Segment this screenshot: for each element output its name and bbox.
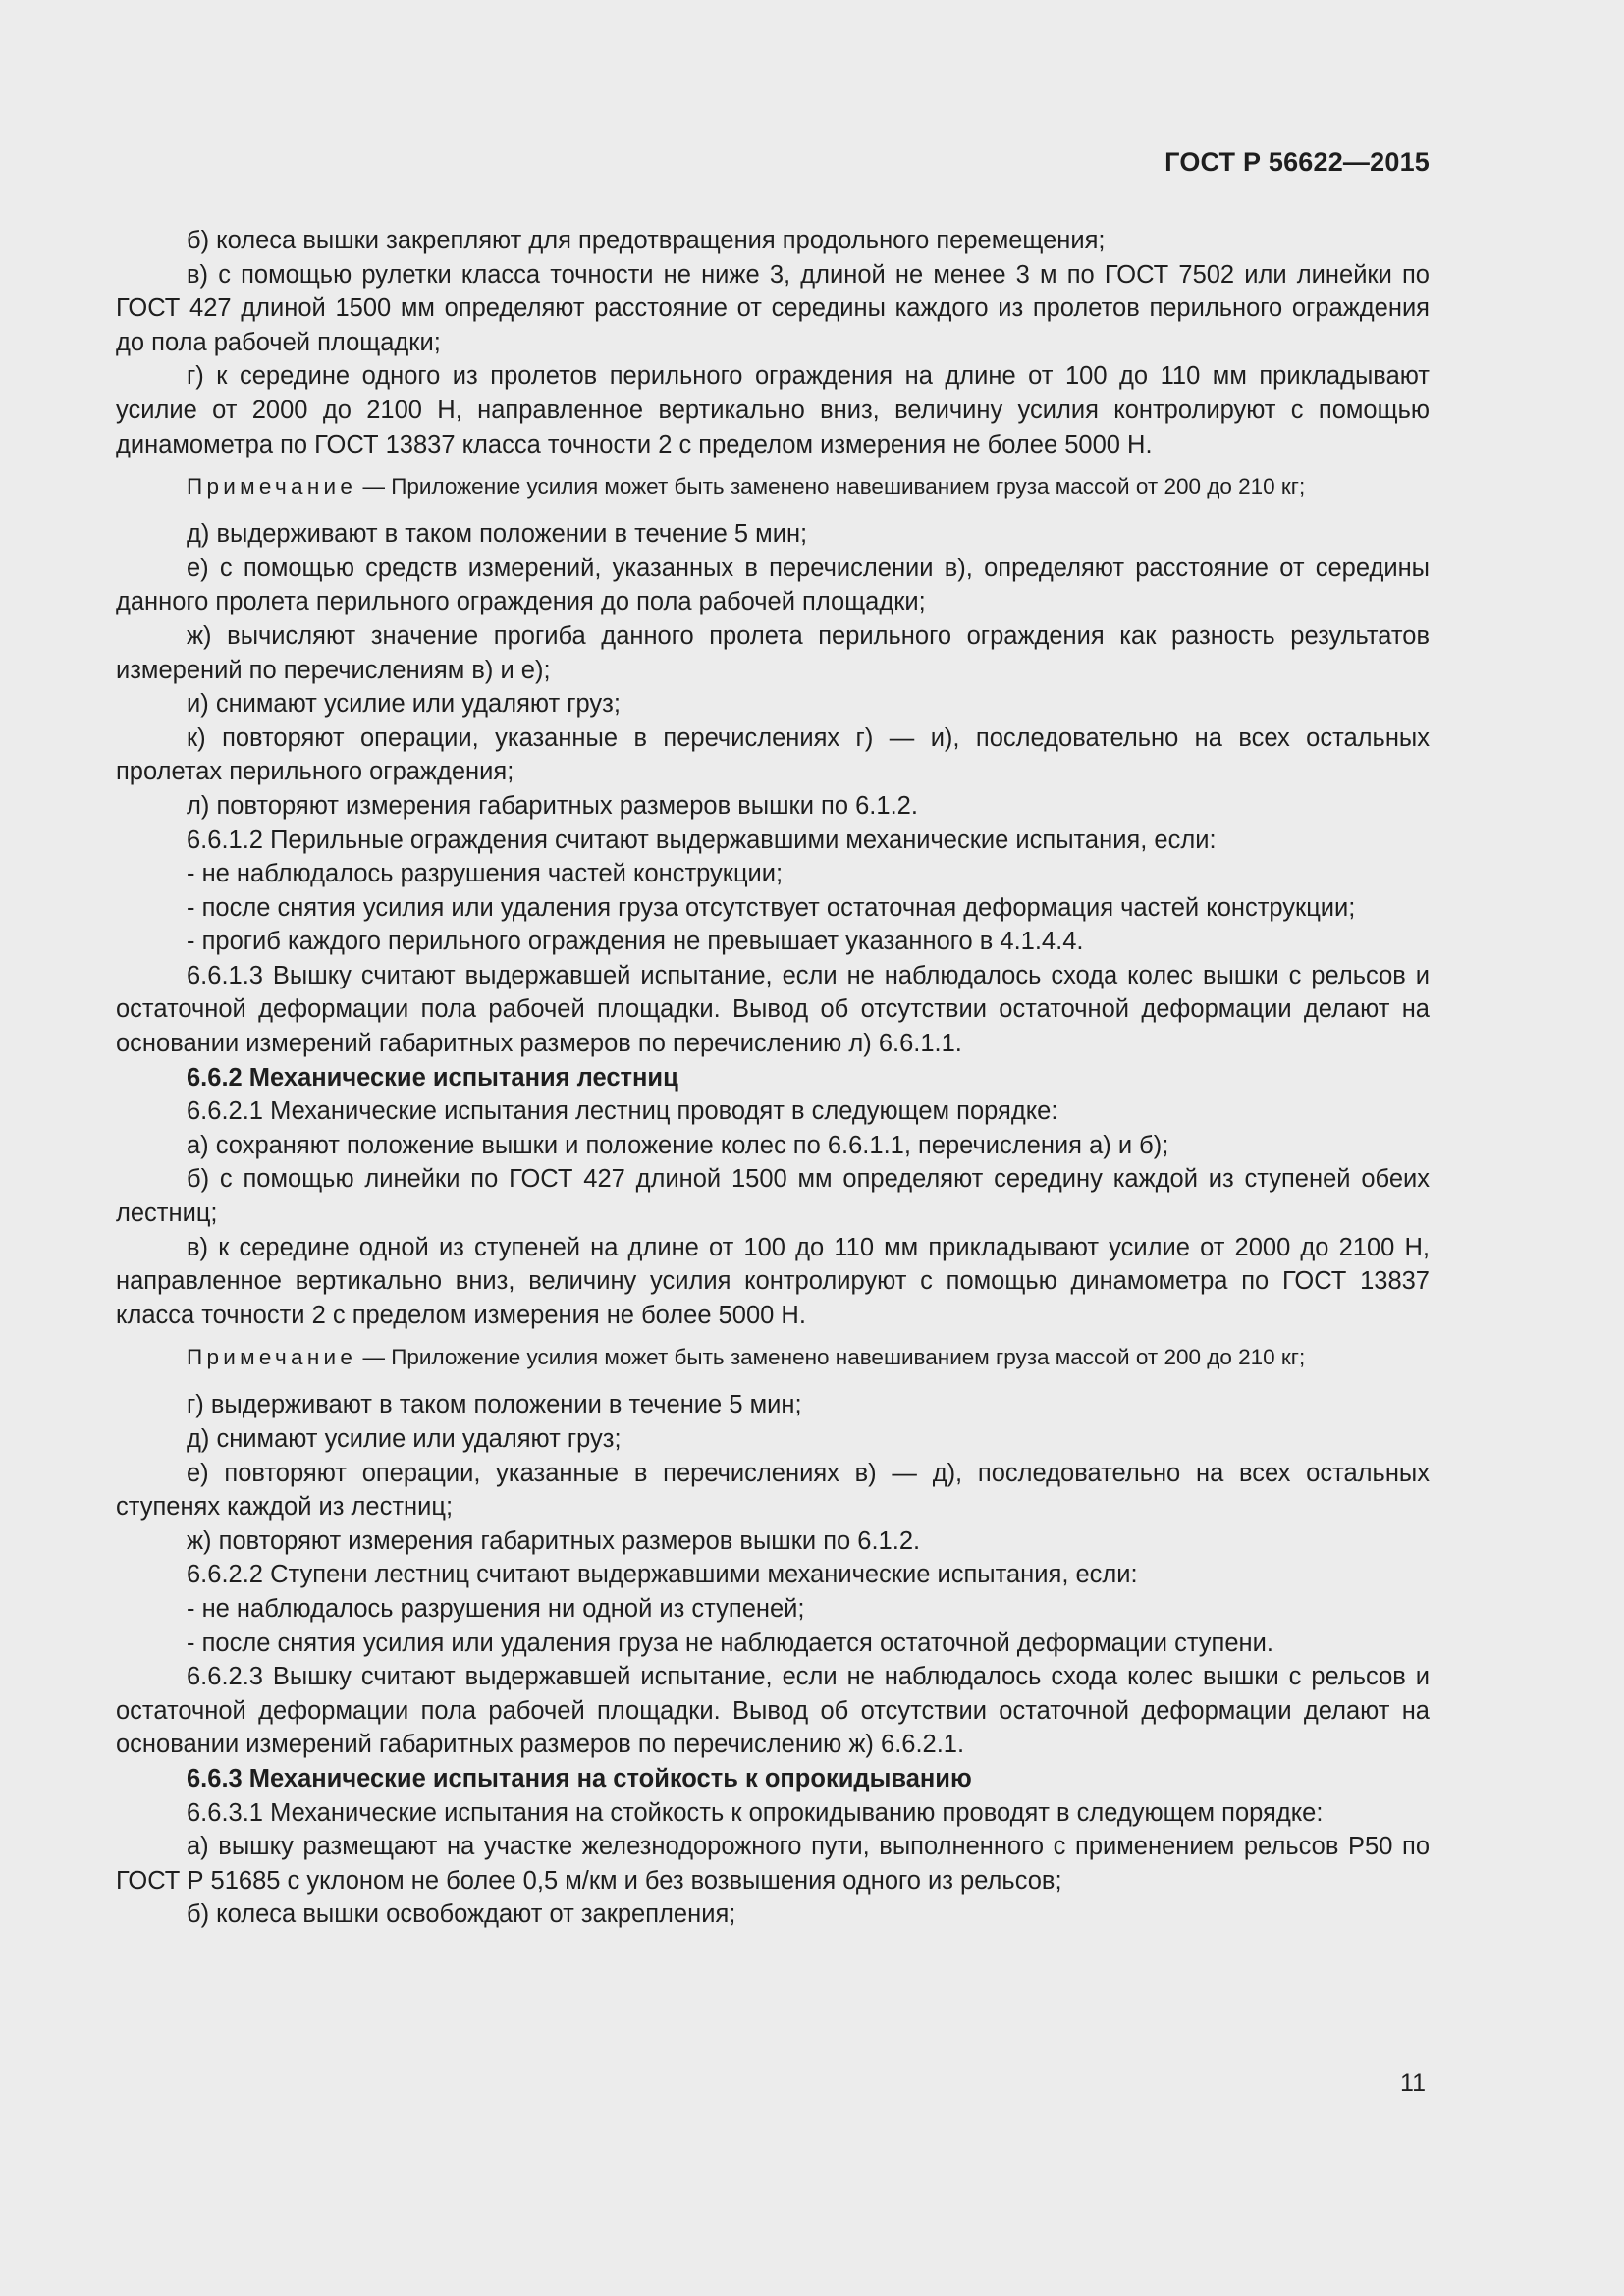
paragraph: г) к середине одного из пролетов перильного ограждения на длине от 100 до 110 мм прикладывают усилие от 2000 до 2100 Н, направленное вертикально вниз, величину усилия контролируют с помощью динамометра по ГОСТ 13837 класса точности 2 с пределом измерения не более 5000 Н. [116,362,1430,458]
paragraph: и) снимают усилие или удаляют груз; [187,690,621,719]
section-heading: 6.6.2 Механические испытания лестниц [187,1063,678,1092]
document-body [116,224,1430,1932]
paragraph: ж) вычисляют значение прогиба данного пролета перильного ограждения как разность результатов измерений по перечислениям в) и е); [116,621,1430,684]
paragraph: 6.6.3.1 Механические испытания на стойкость к опрокидыванию проводят в следующем порядке: [187,1798,1324,1827]
paragraph: г) выдерживают в таком положении в течение 5 мин; [187,1391,802,1419]
paragraph: б) колеса вышки освобождают от закрепления; [187,1900,736,1929]
paragraph: д) выдерживают в таком положении в течение 5 мин; [187,520,808,549]
paragraph: в) с помощью рулетки класса точности не ниже 3, длиной не менее 3 м по ГОСТ 7502 или линейки по ГОСТ 427 длиной 1500 мм определяют расстояние от середины каждого из пролетов перильного ограждения до пола рабочей площадки; [116,260,1430,356]
paragraph: 6.6.2.2 Ступени лестниц считают выдержавшими механические испытания, если: [187,1561,1138,1589]
paragraph: ж) повторяют измерения габаритных размеров вышки по 6.1.2. [187,1526,921,1555]
note [116,471,1430,502]
section-heading: 6.6.3 Механические испытания на стойкость к опрокидыванию [187,1764,972,1792]
paragraph: д) снимают усилие или удаляют груз; [187,1425,622,1453]
paragraph: 6.6.2.3 Вышку считают выдержавшей испытание, если не наблюдалось схода колес вышки с рельсов и остаточной деформации пола рабочей площадки. Вывод об отсутствии остаточной деформации делают на основании измерений габаритных размеров по перечислению ж) 6.6.2.1. [116,1663,1430,1759]
paragraph: а) сохраняют положение вышки и положение колес по 6.6.1.1, перечисления а) и б); [187,1131,1169,1159]
paragraph: б) колеса вышки закрепляют для предотвращения продольного перемещения; [187,227,1106,254]
note [116,1342,1430,1372]
note-text: — Приложение усилия может быть заменено навешиванием груза массой от 200 до 210 кг; [356,474,1306,500]
paragraph: 6.6.2.1 Механические испытания лестниц проводят в следующем порядке: [187,1097,1058,1126]
note-label: Примечание [187,1345,357,1370]
note-label: Примечание [187,474,357,500]
paragraph: б) с помощью линейки по ГОСТ 427 длиной 1500 мм определяют середину каждой из ступеней обеих лестниц; [116,1165,1430,1228]
paragraph: е) с помощью средств измерений, указанных в перечислении в), определяют расстояние от середины данного пролета перильного ограждения до пола рабочей площадки; [116,554,1430,616]
list-dash-item: - не наблюдалось разрушения частей конструкции; [187,860,784,888]
list-dash-item: - после снятия усилия или удаления груза отсутствует остаточная деформация частей конструкции; [187,893,1356,922]
note-text: — Приложение усилия может быть заменено навешиванием груза массой от 200 до 210 кг; [356,1345,1306,1370]
page-number: 11 [1400,2069,1426,2097]
paragraph: в) к середине одной из ступеней на длине от 100 до 110 мм прикладывают усилие от 2000 до 2100 Н, направленное вертикально вниз, величину усилия контролируют с помощью динамометра по ГОСТ 13837 класса точности 2 с пределом измерения не более 5000 Н. [116,1233,1430,1329]
paragraph: е) повторяют операции, указанные в перечислениях в) — д), последовательно на всех остальных ступенях каждой из лестниц; [116,1459,1430,1522]
paragraph: 6.6.1.2 Перильные ограждения считают выдержавшими механические испытания, если: [187,826,1217,854]
paragraph: к) повторяют операции, указанные в перечислениях г) — и), последовательно на всех остальных пролетах перильного ограждения; [116,723,1430,786]
paragraph: 6.6.1.3 Вышку считают выдержавшей испытание, если не наблюдалось схода колес вышки с рельсов и остаточной деформации пола рабочей площадки. Вывод об отсутствии остаточной деформации делают на основании измерений габаритных размеров по перечислению л) 6.6.1.1. [116,961,1430,1058]
paragraph: а) вышку размещают на участке железнодорожного пути, выполненного с применением рельсов Р50 по ГОСТ Р 51685 с уклоном не более 0,5 м/км и без возвышения одного из рельсов; [116,1833,1430,1895]
paragraph: л) повторяют измерения габаритных размеров вышки по 6.1.2. [187,791,918,820]
list-dash-item: - после снятия усилия или удаления груза не наблюдается остаточной деформации ступени. [187,1629,1273,1657]
list-dash-item: - прогиб каждого перильного ограждения не превышает указанного в 4.1.4.4. [187,928,1084,956]
list-dash-item: - не наблюдалось разрушения ни одной из ступеней; [187,1594,805,1623]
document-header: ГОСТ Р 56622—2015 [1164,147,1430,177]
